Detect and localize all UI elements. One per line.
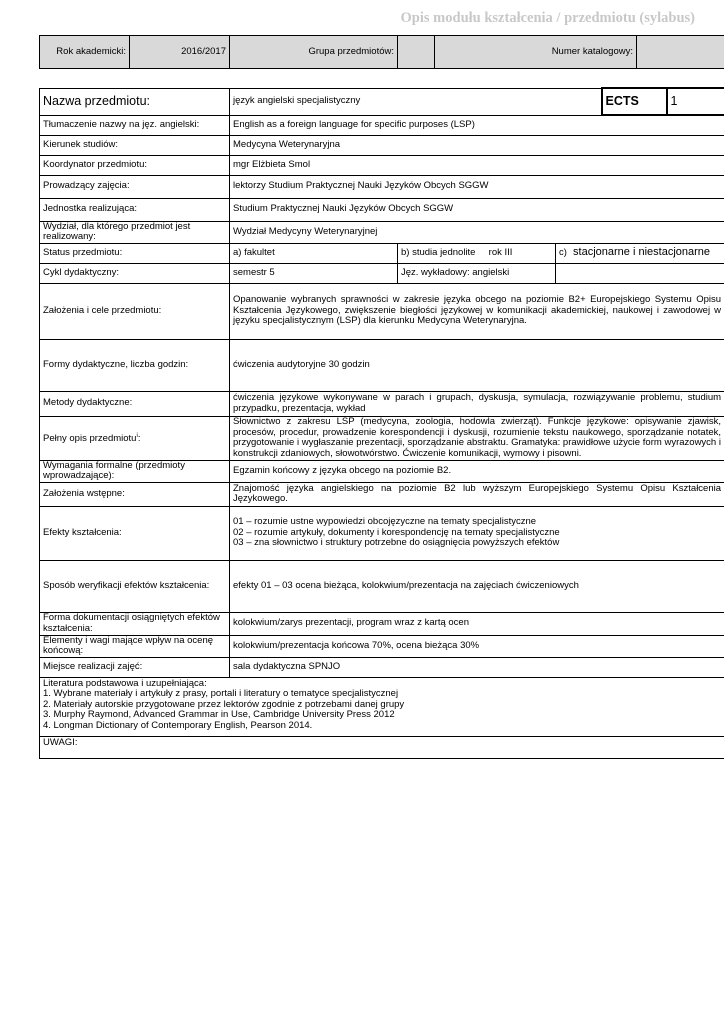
zalozenia-wstepne-label: Założenia wstępne: [40, 482, 230, 506]
metody-label: Metody dydaktyczne: [40, 391, 230, 416]
wymagania-label: Wymagania formalne (przedmioty wprowadzające): [40, 460, 230, 482]
wydzial-label: Wydział, dla którego przedmiot jest realizowany: [40, 221, 230, 243]
ects-label: ECTS [602, 88, 667, 115]
cykl-label: Cykl dydaktyczny: [40, 263, 230, 283]
rok-akademicki-value: 2016/2017 [130, 36, 230, 69]
row-elementy-wagi [40, 635, 724, 657]
jednostka-value: Studium Praktycznej Nauki Języków Obcych SGGW [230, 198, 724, 221]
row-literatura [40, 677, 724, 736]
sposob-weryfikacji-label: Sposób weryfikacji efektów kształcenia: [40, 560, 230, 612]
row-jednostka [40, 198, 724, 221]
status-label: Status przedmiotu: [40, 243, 230, 263]
nazwa-value: język angielski specjalistyczny [230, 88, 602, 115]
status-a: a) fakultet [230, 243, 398, 263]
miejsce-value: sala dydaktyczna SPNJO [230, 657, 724, 677]
nazwa-label: Nazwa przedmiotu: [40, 88, 230, 115]
pelny-opis-footnote-marker: i [136, 433, 138, 440]
kierunek-value: Medycyna Weterynaryjna [230, 135, 724, 155]
efekt-item: 03 – zna słownictwo i struktury potrzebne do osiągnięcia powyższych efektów [233, 537, 560, 549]
grupa-przedmiotow-value [398, 36, 435, 69]
wymagania-value: Egzamin końcowy z języka obcego na poziomie B2. [230, 460, 724, 482]
document-title: Opis modułu kształcenia / przedmiotu (sylabus) [400, 10, 695, 26]
header-info-table [39, 35, 724, 69]
pelny-opis-label: Pełny opis przedmiotu$^i$: [40, 416, 230, 460]
tlumaczenie-label: Tłumaczenie nazwy na jęz. angielski: [40, 115, 230, 135]
numer-katalogowy-value [637, 36, 724, 69]
rok-akademicki-label: Rok akademicki: [40, 36, 130, 69]
status-b: b) studia jednolite rok III [398, 243, 556, 263]
uwagi-cell [40, 736, 724, 758]
prowadzacy-label: Prowadzący zajęcia: [40, 175, 230, 198]
grupa-przedmiotow-label: Grupa przedmiotów: [230, 36, 398, 69]
elementy-wagi-value: kolokwium/prezentacja końcowa 70%, ocena bieżąca 30% [230, 635, 724, 657]
row-metody [40, 391, 724, 416]
efekty-label: Efekty kształcenia: [40, 506, 230, 560]
row-formy [40, 339, 724, 391]
kierunek-label: Kierunek studiów: [40, 135, 230, 155]
tlumaczenie-value: English as a foreign language for specific purposes (LSP) [230, 115, 724, 135]
koordynator-value: mgr Elżbieta Smol [230, 155, 724, 175]
row-kierunek [40, 135, 724, 155]
row-wydzial [40, 221, 724, 243]
row-prowadzacy [40, 175, 724, 198]
row-wymagania [40, 460, 724, 482]
row-uwagi [40, 736, 724, 758]
elementy-wagi-label: Elementy i wagi mające wpływ na ocenę końcową: [40, 635, 230, 657]
literatura-cell [40, 677, 724, 736]
miejsce-label: Miejsce realizacji zajęć: [40, 657, 230, 677]
row-pelny-opis [40, 416, 724, 460]
row-nazwa [40, 88, 724, 115]
literatura-item: 3. Murphy Raymond, Advanced Grammar in Use, Cambridge University Press 2012 [43, 709, 395, 720]
forma-dokumentacji-label: Forma dokumentacji osiągniętych efektów kształcenia: [40, 612, 230, 635]
efekt-item: 01 – rozumie ustne wypowiedzi obcojęzyczne na tematy specjalistyczne [233, 516, 537, 528]
syllabus-table [39, 87, 724, 759]
pelny-opis-value: Słownictwo z zakresu LSP (medycyna, zoologia, hodowla zwierząt). Funkcje językowe: opisywanie zjawisk, procesów, procedur, prowadzenie korespondencji i dyskusji, rozumienie tekstu naukowego, sporządzanie notatek, przygotowanie i wygłaszanie prezentacji, sporządzanie abstraktu. Gramatyka: prawidłowe użycie form wyrazowych i konstrukcji zdaniowych, słowotwórstwo. Ćwiczenie komunikacji, wymowy i pisowni. [230, 416, 724, 460]
literatura-header: Literatura podstawowa i uzupełniająca: [43, 677, 207, 689]
row-efekty [40, 506, 724, 560]
row-koordynator [40, 155, 724, 175]
efekty-value [230, 506, 724, 560]
cykl-empty [556, 263, 724, 283]
formy-label: Formy dydaktyczne, liczba godzin: [40, 339, 230, 391]
row-tlumaczenie [40, 115, 724, 135]
sposob-weryfikacji-value: efekty 01 – 03 ocena bieżąca, kolokwium/prezentacja na zajęciach ćwiczeniowych [230, 560, 724, 612]
metody-value: ćwiczenia językowe wykonywane w parach i grupach, dyskusja, symulacja, rozwiązywanie problemu, studium przypadku, prezentacja, wykład [230, 391, 724, 416]
koordynator-label: Koordynator przedmiotu: [40, 155, 230, 175]
pelny-opis-label-text: Pełny opis przedmiotu [43, 433, 137, 445]
forma-dokumentacji-value: kolokwium/zarys prezentacji, program wraz z kartą ocen [230, 612, 724, 635]
literatura-item: 4. Longman Dictionary of Contemporary English, Pearson 2014. [43, 719, 313, 731]
zalozenia-cele-value: Opanowanie wybranych sprawności w zakresie języka obcego na poziomie B2+ Europejskiego Systemu Opisu Kształcenia Językowego, zwiększenie biegłości językowej w komunikacji akademickiej, naukowej i zawodowej w języku specjalistycznym (LSP) dla kierunku Medycyna Weterynaryjna. [230, 283, 724, 339]
status-c [556, 243, 724, 263]
ects-value: 1 [667, 88, 724, 115]
zalozenia-wstepne-value: Znajomość języka angielskiego na poziomie B2 lub wyższym Europejskiego Systemu Opisu Kształcenia Językowego. [230, 482, 724, 506]
row-zalozenia-wstepne [40, 482, 724, 506]
uwagi-label: UWAGI: [43, 736, 78, 748]
formy-value: ćwiczenia audytoryjne 30 godzin [230, 339, 724, 391]
status-c-text: stacjonarne i niestacjonarne [573, 246, 711, 259]
zalozenia-cele-label: Założenia i cele przedmiotu: [40, 283, 230, 339]
jezyk-wykladowy: Jęz. wykładowy: angielski [398, 263, 556, 283]
jednostka-label: Jednostka realizująca: [40, 198, 230, 221]
cykl-value: semestr 5 [230, 263, 398, 283]
literatura-item: 2. Materiały autorskie przygotowane przez lektorów zgodnie z potrzebami danej grupy [43, 698, 405, 710]
prowadzacy-value: lektorzy Studium Praktycznej Nauki Języków Obcych SGGW [230, 175, 724, 198]
wydzial-value: Wydział Medycyny Weterynaryjnej [230, 221, 724, 243]
row-zalozenia-cele [40, 283, 724, 339]
row-cykl [40, 263, 724, 283]
row-miejsce [40, 657, 724, 677]
row-sposob-weryfikacji [40, 560, 724, 612]
numer-katalogowy-label: Numer katalogowy: [435, 36, 637, 69]
row-forma-dokumentacji [40, 612, 724, 635]
literatura-item: 1. Wybrane materiały i artykuły z prasy, portali i literatury o tematyce specjalistycznej [43, 688, 399, 699]
efekt-item: 02 – rozumie artykuły, dokumenty i korespondencję na tematy specjalistyczne [233, 526, 560, 538]
row-status [40, 243, 724, 263]
status-c-prefix: c) [559, 247, 567, 259]
